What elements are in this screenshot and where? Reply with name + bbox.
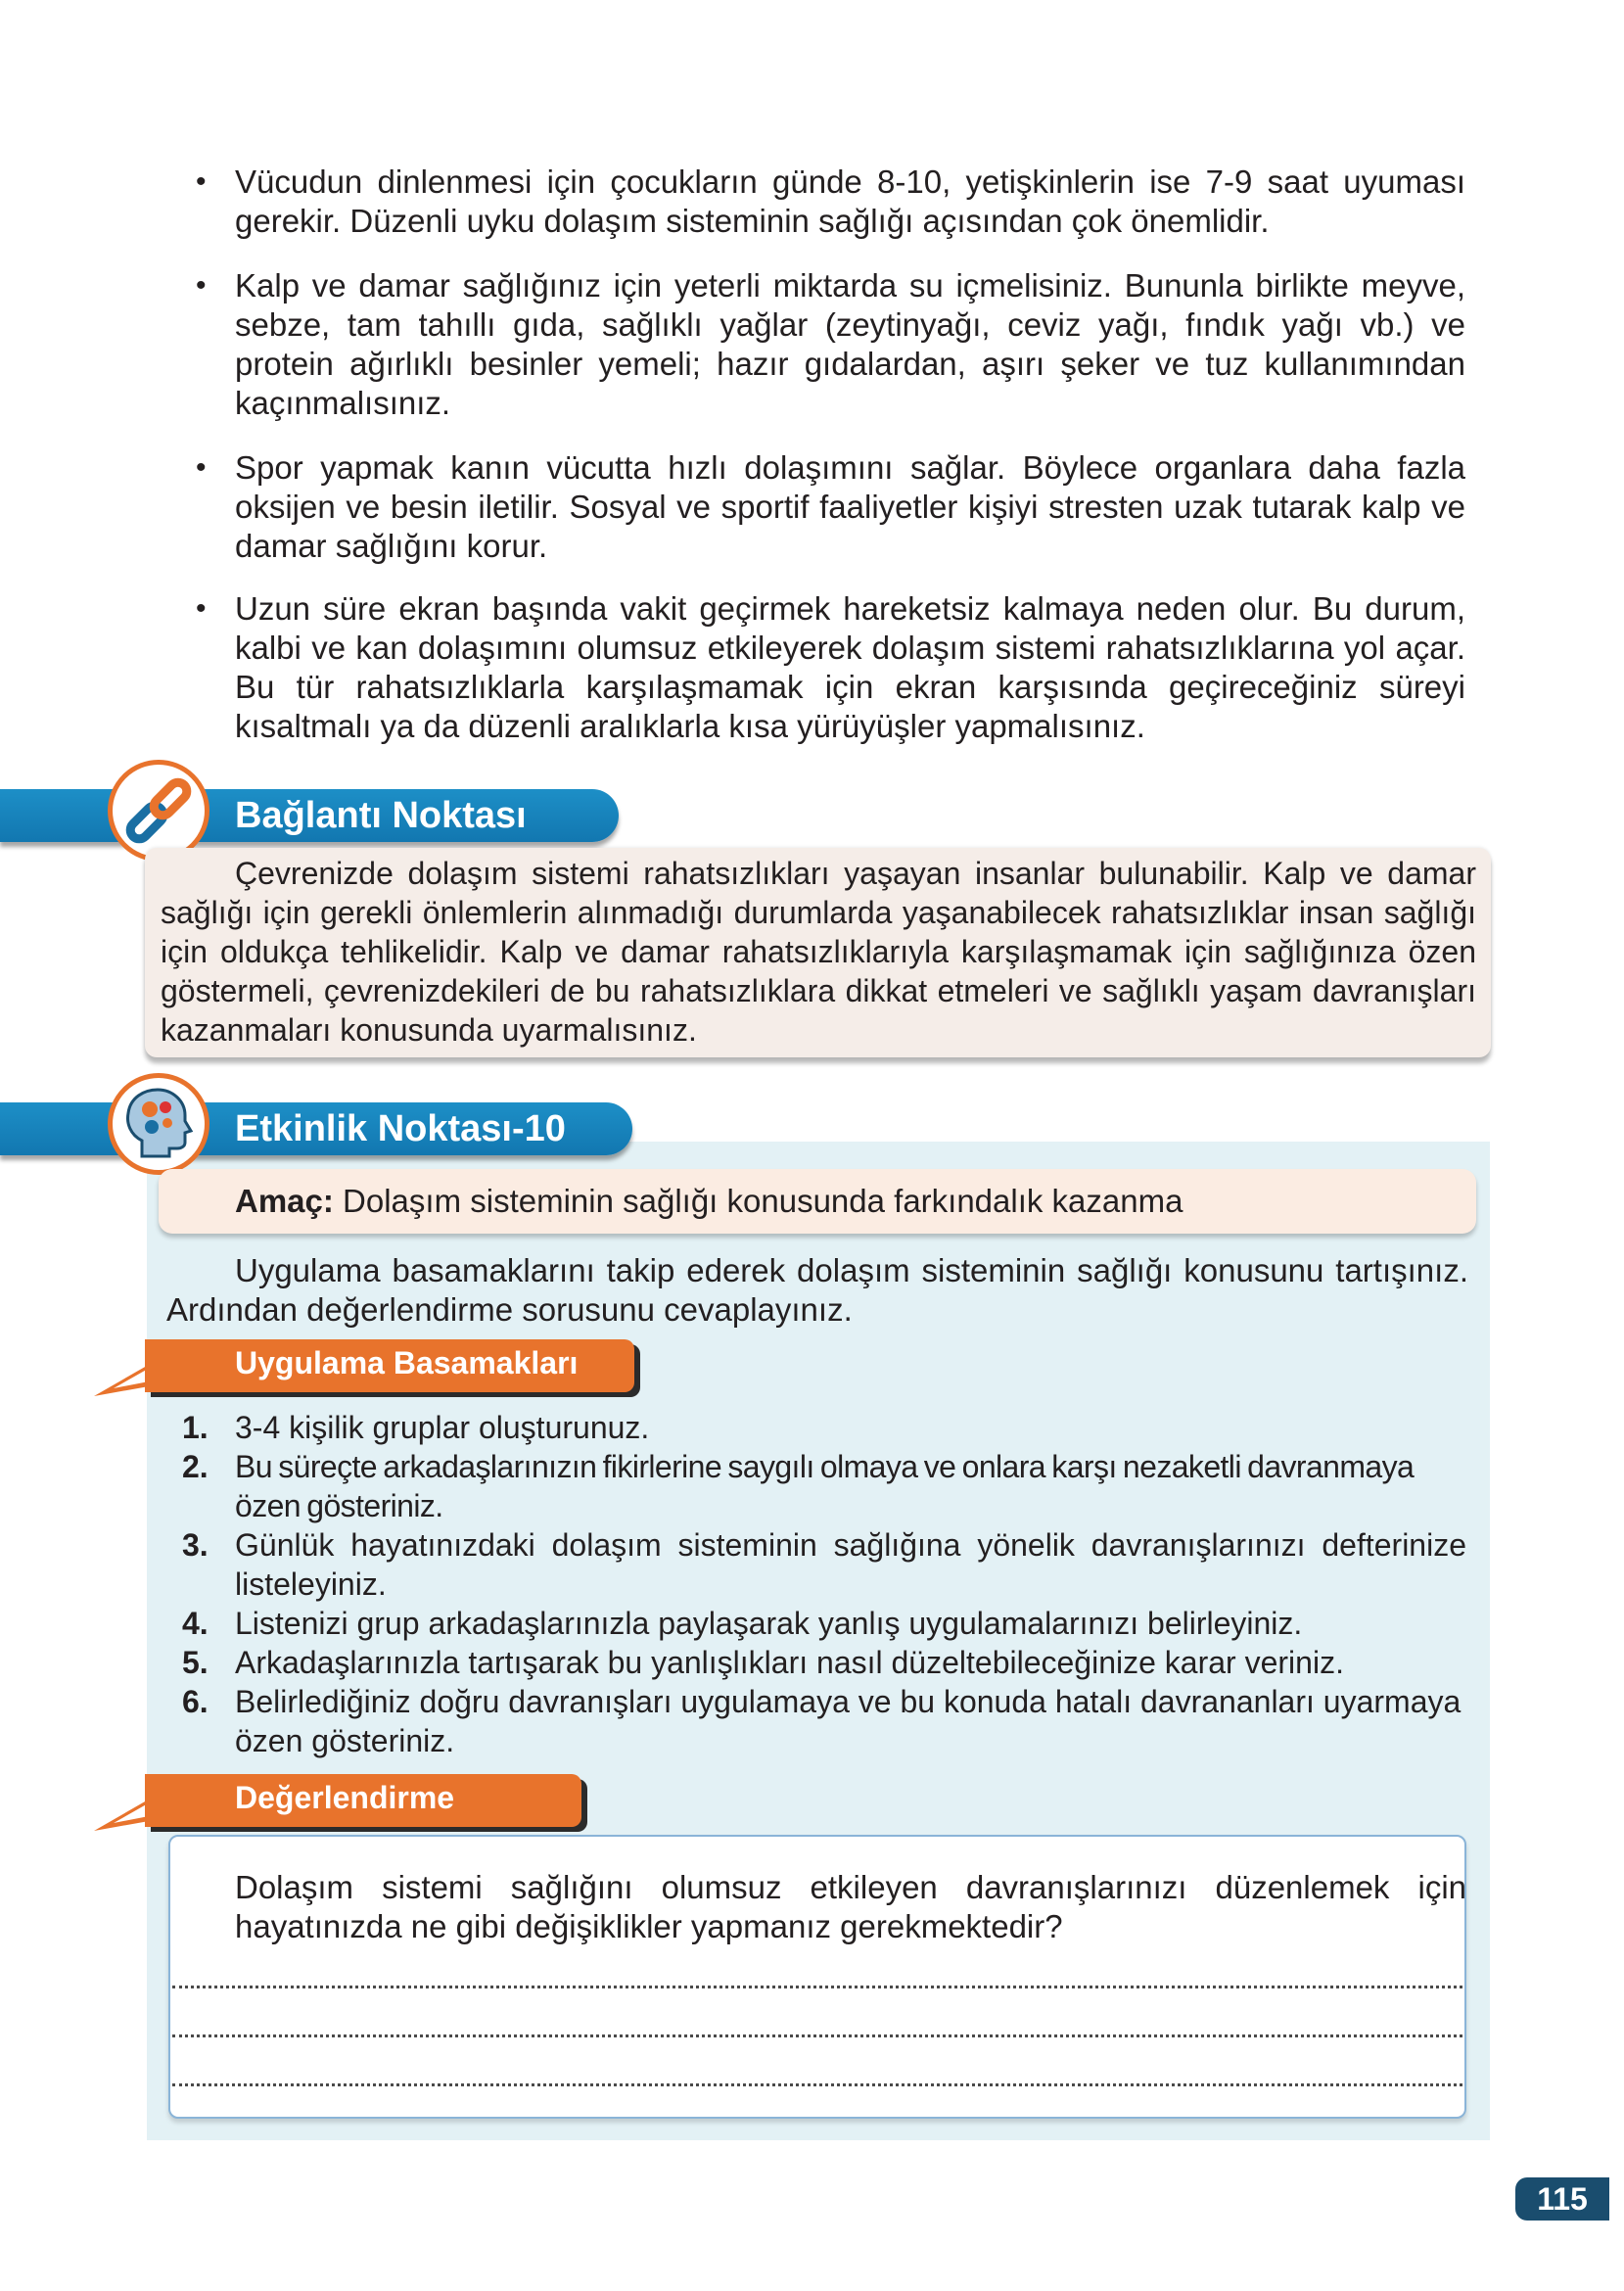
bullet-dot: • [196,451,207,484]
amac-line [235,1169,1183,1234]
step-number: 2. [182,1449,209,1484]
bullet-text: Kalp ve damar sağlığınız için yeterli miktarda su içmelisiniz. Bununla birlikte meyve, sebze, tam tahıllı gıda, sağlıklı yağlar (zeytinyağı, ceviz yağı, fındık yağı vb.) ve protein ağırlıklı besinler yemeli; hazır gıdalardan, aşırı şeker ve tuz kullanımından kaçınmalısınız. [235,267,1465,421]
etkinlik-title: Etkinlik Noktası-10 [235,1108,566,1149]
step-number: 5. [182,1645,209,1680]
step-number: 6. [182,1684,209,1719]
amac-text: Dolaşım sisteminin sağlığı konusunda farkındalık kazanma [333,1183,1183,1219]
step-text: Listenizi grup arkadaşlarınızla paylaşarak yanlış uygulamalarınızı belirleyiniz. [235,1606,1303,1641]
uygulama-title: Uygulama Basamakları [235,1345,579,1380]
step-number: 3. [182,1527,209,1563]
bullet-text: Uzun süre ekran başında vakit geçirmek hareketsiz kalmaya neden olur. Bu durum, kalbi ve kan dolaşımını olumsuz etkileyerek dolaşım sistemi rahatsızlıklarına yol açar. Bu tür rahatsızlıklarla karşılaşmamak için ekran karşısında geçireceğiniz süreyi kısaltmalı ya da düzenli aralıklarla kısa yürüyüşler yapmalısınız. [235,590,1465,744]
baglanti-paragraph [161,854,1476,1050]
head-gears-icon [108,1073,209,1175]
bullet-item [196,266,1465,423]
chain-link-icon [108,760,209,862]
step-text: Belirlediğiniz doğru davranışları uygulamaya ve bu konuda hatalı davrananları uyarmaya özen gösteriniz. [235,1684,1462,1758]
step-text: Arkadaşlarınızla tartışarak bu yanlışlıkları nasıl düzeltebileceğinize karar veriniz. [235,1645,1344,1680]
baglanti-title: Bağlantı Noktası [235,795,527,836]
step-text: 3-4 kişilik gruplar oluşturunuz. [235,1410,650,1445]
amac-label: Amaç: [235,1183,334,1219]
etkinlik-intro [166,1251,1468,1330]
step-item [182,1604,1466,1643]
step-text: Bu süreçte arkadaşlarınızın fikirlerine saygılı olmaya ve onlara karşı nezaketli davranmaya özen gösteriniz. [235,1449,1415,1523]
bullet-text: Spor yapmak kanın vücutta hızlı dolaşımını sağlar. Böylece organlara daha fazla oksijen ve besin iletilir. Sosyal ve sportif faaliyetler kişiyi stresten uzak tutarak kalp ve damar sağlığını korur. [235,449,1465,564]
bullet-item [196,589,1465,746]
intro-text: Uygulama basamaklarını takip ederek dolaşım sisteminin sağlığı konusunu tartışınız. Ardından değerlendirme sorusunu cevaplayınız. [166,1252,1468,1328]
bullet-dot: • [196,269,207,302]
bullet-item [196,448,1465,566]
step-item [182,1408,1466,1447]
bullet-text: Vücudun dinlenmesi için çocukların günde 8-10, yetişkinlerin ise 7-9 saat uyuması gerekir. Düzenli uyku dolaşım sisteminin sağlığı açısından çok önemlidir. [235,164,1465,239]
step-item [182,1643,1466,1682]
bullet-dot: • [196,165,207,198]
baglanti-text: Çevrenizde dolaşım sistemi rahatsızlıkları yaşayan insanlar bulunabilir. Kalp ve damar sağlığı için gerekli önlemlerin alınmadığı durumlarda yaşanabilecek rahatsızlıklar insan sağlığı için oldukça tehlikelidir. Kalp ve damar rahatsızlıklarıyla karşılaşmamak için sağlığınıza özen göstermeli, çevrenizdekileri de bu rahatsızlıklara dikkat etmeleri ve sağlıklı yaşam davranışları kazanmaları konusunda uyarmalısınız. [161,856,1476,1048]
bullet-dot: • [196,592,207,625]
step-item [182,1682,1466,1760]
step-item [182,1525,1466,1604]
step-text: Günlük hayatınızdaki dolaşım sisteminin sağlığına yönelik davranışlarınızı defterinize listeleyiniz. [235,1527,1466,1602]
step-item [182,1447,1466,1525]
bullet-item [196,163,1465,241]
evaluation-question: Dolaşım sistemi sağlığını olumsuz etkileyen davranışlarınızı düzenlemek için hayatınızda ne gibi değişiklikler yapmanız gerekmektedir? [235,1869,1466,1944]
step-number: 4. [182,1606,209,1641]
degerlendirme-title: Değerlendirme [235,1780,455,1815]
answer-line[interactable] [172,2083,1462,2086]
page-number: 115 [1515,2177,1609,2221]
answer-line[interactable] [172,1986,1462,1988]
answer-line[interactable] [172,2034,1462,2037]
step-number: 1. [182,1410,209,1445]
